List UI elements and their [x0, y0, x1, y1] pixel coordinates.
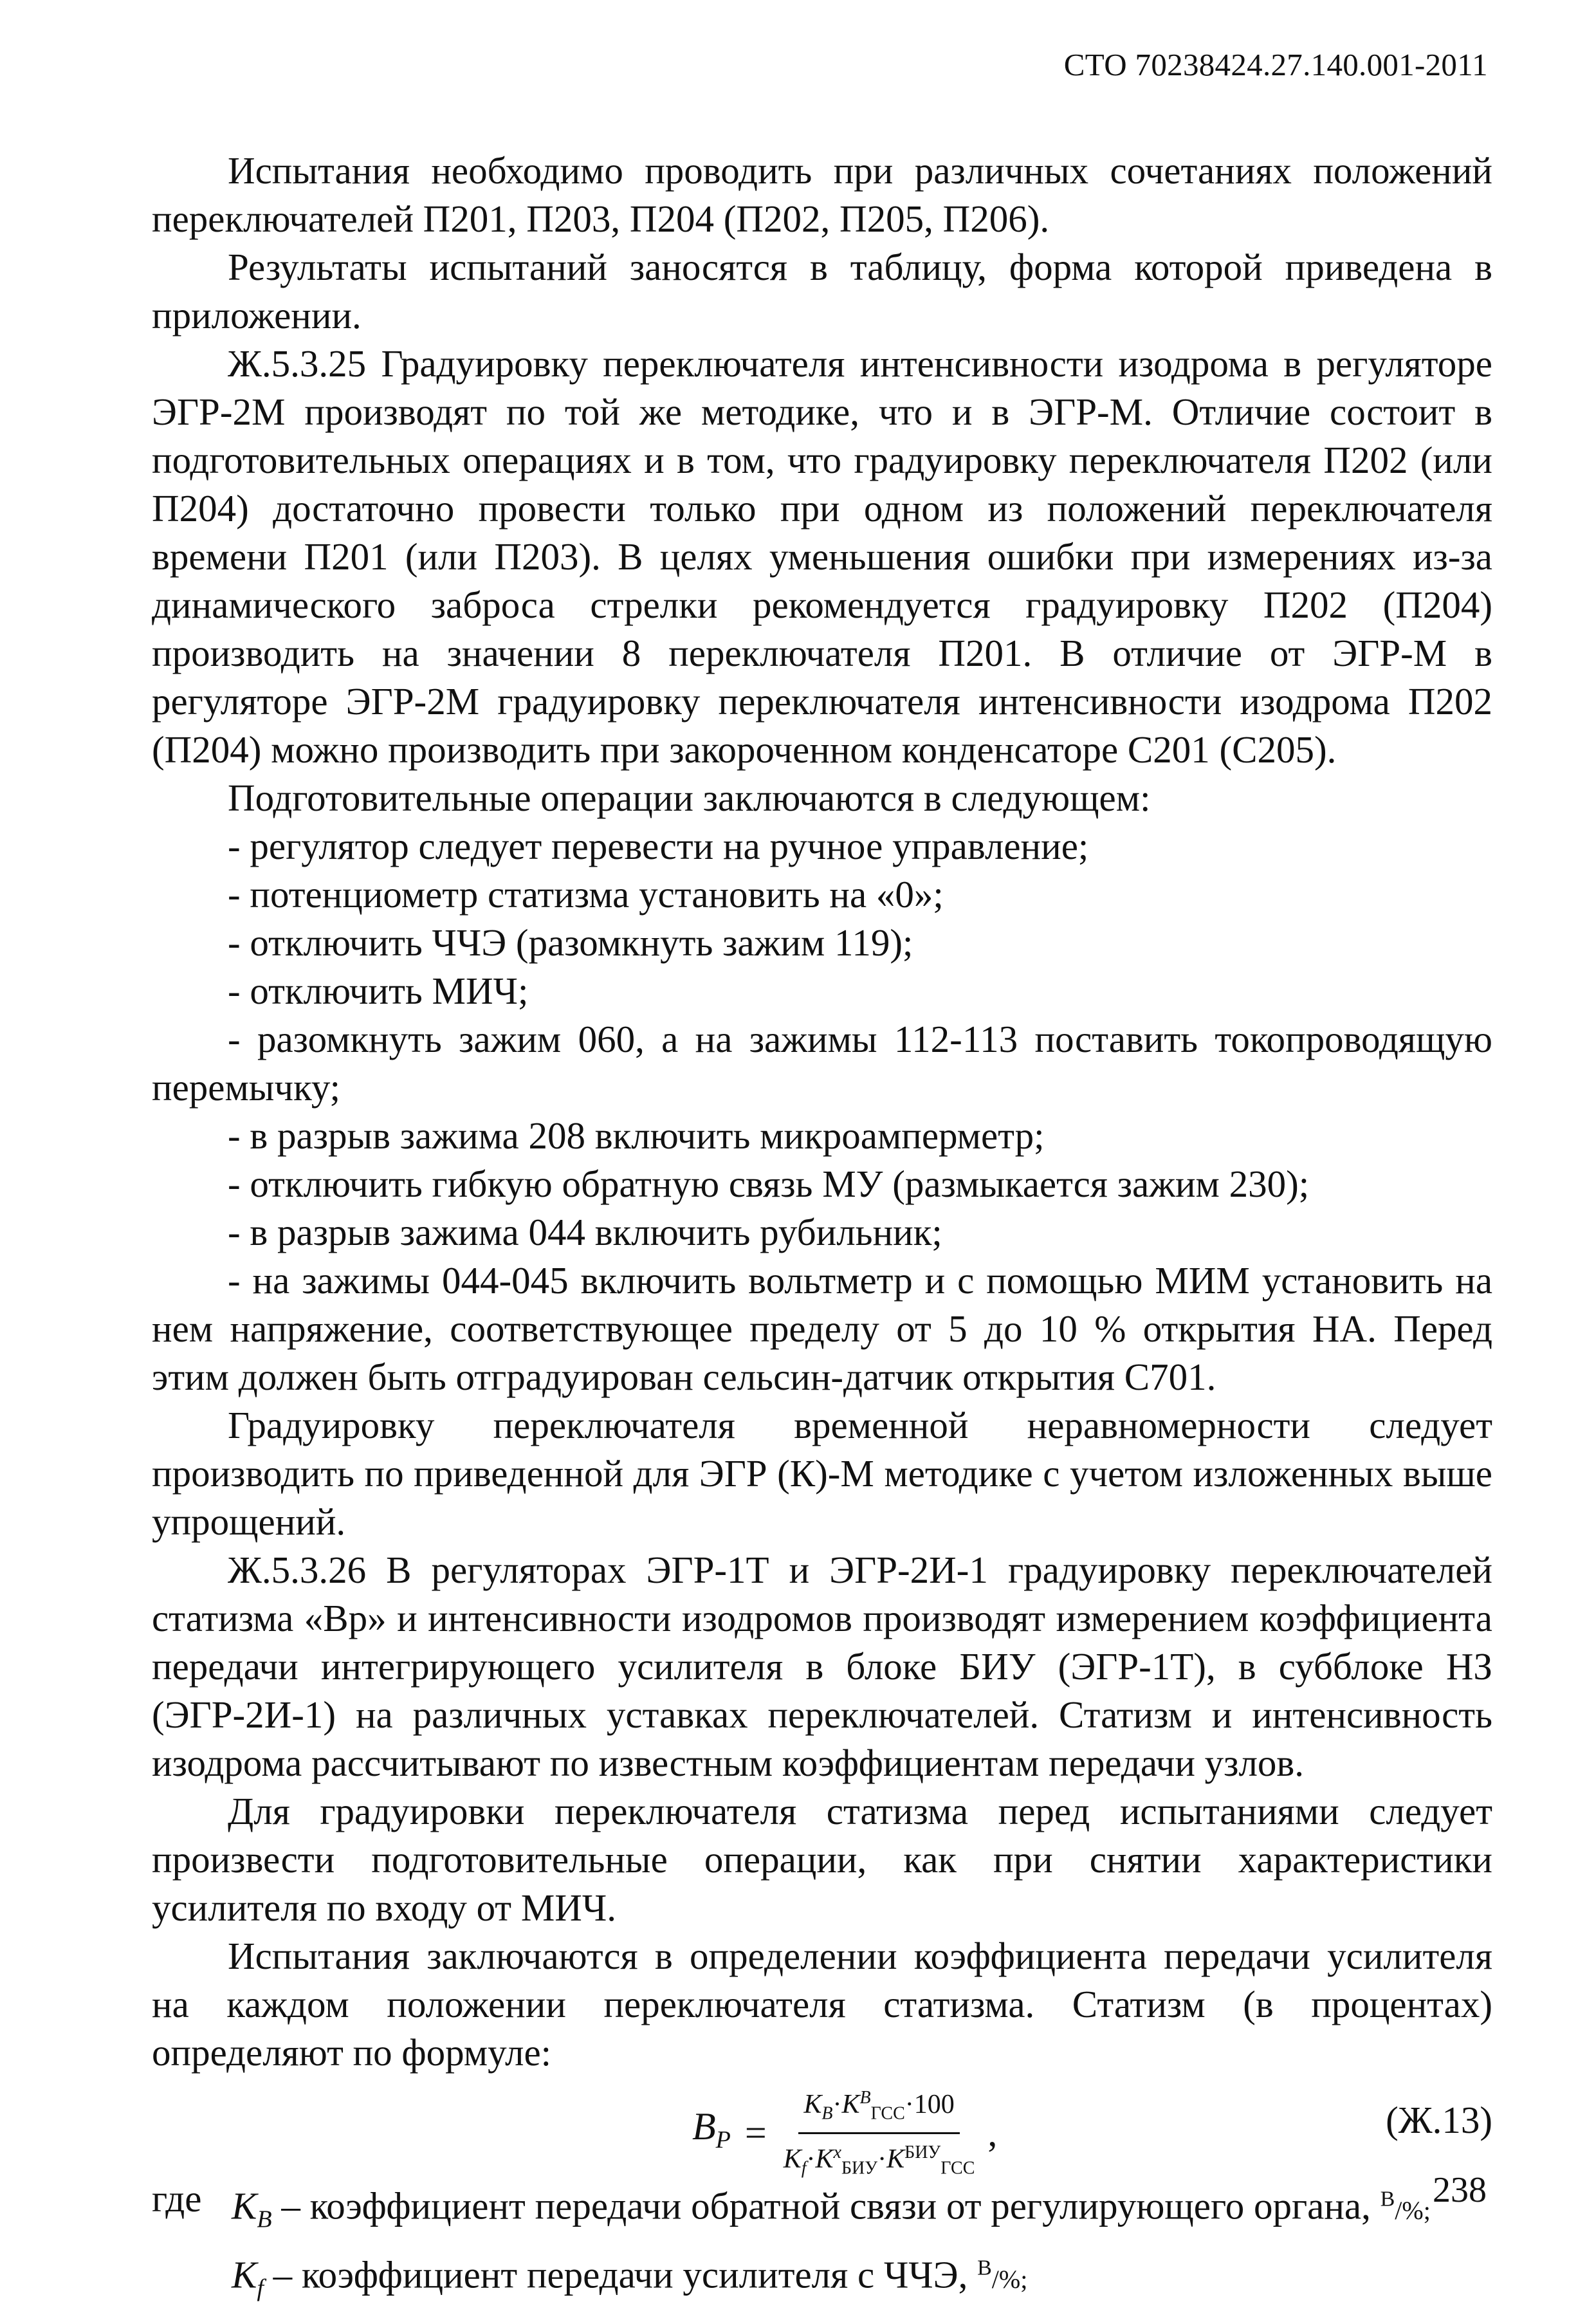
- list-item: - в разрыв зажима 044 включить рубильник;: [228, 1211, 942, 1253]
- paragraph-section-5-3-26: Ж.5.3.26 В регуляторах ЭГР-1Т и ЭГР-2И-1 градуировку переключателей статизма «Вр» и интенсивности изодромов производят измерением коэффициента передачи интегрирующего усилителя в блоке БИУ (ЭГР-1Т), в субблоке НЗ (ЭГР-2И-1) на различных уставках переключателей. Статизм и интенсивность изодрома рассчитывают по известным коэффициентам передачи узлов.: [152, 1549, 1492, 1784]
- formula-comma: ,: [987, 2112, 998, 2155]
- formula-numerator: $K_B\cdot K^B_{ГСС}\cdot 100$: [798, 2082, 959, 2134]
- paragraph-formula-intro: Испытания заключаются в определении коэффициента передачи усилителя на каждом положении переключателя статизма. Статизм (в процентах) определяют по формуле:: [152, 1935, 1492, 2074]
- list-item: - регулятор следует перевести на ручное управление;: [228, 825, 1089, 867]
- paragraph-results-table: Результаты испытаний заносятся в таблицу, форма которой приведена в приложении.: [152, 246, 1492, 336]
- formula-zh13: [152, 2078, 1492, 2179]
- preparatory-operations-list: [152, 822, 1492, 1401]
- paragraph-test-combinations: Испытания необходимо проводить при различных сочетаниях положений переключателей П201, П203, П204 (П202, П205, П206).: [152, 149, 1492, 240]
- list-item: - разомкнуть зажим 060, а на зажимы 112-113 поставить токопроводящую перемычку;: [152, 1018, 1492, 1109]
- formula-equals: =: [744, 2112, 767, 2155]
- list-item: - отключить ЧЧЭ (разомкнуть зажим 119);: [228, 921, 913, 964]
- formula-number: (Ж.13): [1386, 2099, 1492, 2141]
- definitions-block: [152, 2175, 1492, 2313]
- page-number: 238: [1433, 2170, 1487, 2210]
- formula-fraction: [778, 2082, 980, 2185]
- paragraph-time-nonuniformity: Градуировку переключателя временной неравномерности следует производить по приведенной для ЭГР (К)-М методике с учетом изложенных выше упрощений.: [152, 1404, 1492, 1543]
- list-item: - отключить МИЧ;: [228, 970, 529, 1012]
- where-label: где: [152, 2177, 202, 2220]
- document-code-header: СТО 70238424.27.140.001-2011: [1063, 47, 1488, 82]
- definition-kf: $K_f$ – коэффициент передачи усилителя с ЧЧЭ, $^В$/%;: [232, 2254, 1028, 2302]
- formula-expression: [692, 2082, 997, 2185]
- list-item: - отключить гибкую обратную связь МУ (размыкается зажим 230);: [228, 1163, 1310, 1205]
- paragraph-statism-preparation: Для градуировки переключателя статизма перед испытаниями следует произвести подготовительные операции, как при снятии характеристики усилителя по входу от МИЧ.: [152, 1790, 1492, 1929]
- paragraph-preparatory-intro: Подготовительные операции заключаются в следующем:: [228, 777, 1151, 819]
- definition-kb: $K_B$ – коэффициент передачи обратной связи от регулирующего органа, $^В$/%;: [232, 2184, 1431, 2233]
- unit-volt-per-percent: $^В$/%;: [977, 2256, 1028, 2294]
- formula-denominator: $K_f\cdot K^x_{БИУ}\cdot K^{БИУ}_{ГСС}$: [783, 2143, 975, 2179]
- paragraph-section-5-3-25: Ж.5.3.25 Градуировку переключателя интенсивности изодрома в регуляторе ЭГР-2М производят по той же методике, что и в ЭГР-М. Отличие состоит в подготовительных операциях и в том, что градуировку переключателя П202 (или П204) достаточно провести только при одном из положений переключателя времени П201 (или П203). В целях уменьшения ошибки при измерениях из-за динамического заброса стрелки рекомендуется градуировку П202 (П204) производить на значении 8 переключателя П201. В отличие от ЭГР-М в регуляторе ЭГР-2М градуировку переключателя интенсивности изодрома П202 (П204) можно производить при закороченном конденсаторе С201 (С205).: [152, 342, 1492, 771]
- formula-lhs: $B_P$: [692, 2105, 731, 2153]
- list-item: - потенциометр статизма установить на «0»;: [228, 873, 944, 916]
- document-body: [152, 147, 1492, 2313]
- list-item: - в разрыв зажима 208 включить микроамперметр;: [228, 1114, 1045, 1157]
- definitions-list: [232, 2175, 1492, 2313]
- unit-volt-per-percent: $^В$/%;: [1380, 2187, 1431, 2225]
- list-item: - на зажимы 044-045 включить вольтметр и с помощью МИМ установить на нем напряжение, соответствующее пределу от 5 до 10 % открытия НА. Перед этим должен быть отградуирован сельсин-датчик открытия С701.: [152, 1259, 1492, 1398]
